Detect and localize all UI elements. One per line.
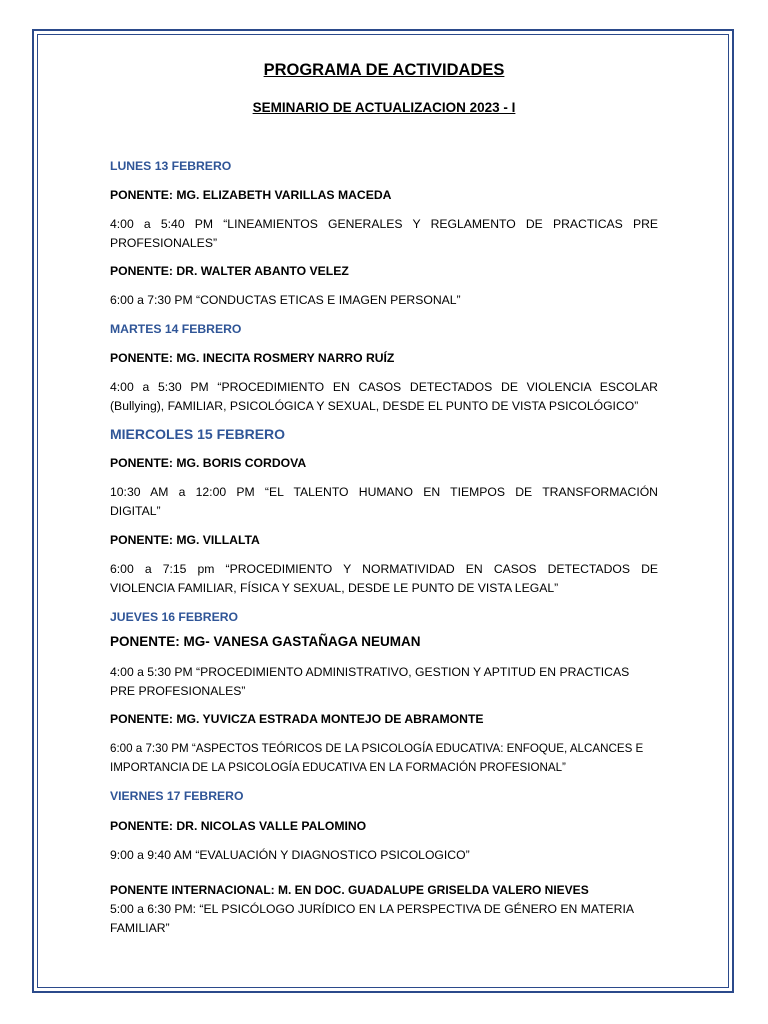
activity-text: 4:00 a 5:30 PM “PROCEDIMIENTO EN CASOS DETECTADOS DE VIOLENCIA ESCOLAR — [110, 380, 658, 394]
day-heading: LUNES 13 FEBRERO — [110, 159, 232, 173]
activity-text: 5:00 a 6:30 PM: “EL PSICÓLOGO JURÍDICO EN LA PERSPECTIVA DE GÉNERO EN MATERIA — [110, 902, 634, 916]
activity-text: 6:00 a 7:15 pm “PROCEDIMIENTO Y NORMATIVIDAD EN CASOS DETECTADOS DE — [110, 562, 658, 576]
activity-text: 10:30 AM a 12:00 PM “EL TALENTO HUMANO EN TIEMPOS DE TRANSFORMACIÓN — [110, 485, 658, 499]
ponente-name: PONENTE: MG. VILLALTA — [110, 533, 260, 547]
day-heading: MARTES 14 FEBRERO — [110, 322, 242, 336]
ponente-name: PONENTE INTERNACIONAL: M. EN DOC. GUADALUPE GRISELDA VALERO NIEVES — [110, 883, 589, 897]
document-title: PROGRAMA DE ACTIVIDADES — [263, 61, 505, 79]
day-heading: JUEVES 16 FEBRERO — [110, 610, 239, 624]
ponente-name: PONENTE: MG. BORIS CORDOVA — [110, 456, 307, 470]
ponente-name: PONENTE: MG. YUVICZA ESTRADA MONTEJO DE ABRAMONTE — [110, 712, 484, 726]
ponente-name: PONENTE: MG- VANESA GASTAÑAGA NEUMAN — [110, 634, 421, 649]
day-heading: MIERCOLES 15 FEBRERO — [110, 426, 286, 442]
activity-text: 9:00 a 9:40 AM “EVALUACIÓN Y DIAGNOSTICO PSICOLOGICO” — [110, 848, 470, 862]
activity-text-cont: IMPORTANCIA DE LA PSICOLOGÍA EDUCATIVA EN LA FORMACIÓN PROFESIONAL” — [110, 761, 566, 774]
activity-text-cont: (Bullying), FAMILIAR, PSICOLÓGICA Y SEXUAL, DESDE EL PUNTO DE VISTA PSICOLÓGICO” — [110, 399, 639, 413]
activity-text: 6:00 a 7:30 PM “CONDUCTAS ETICAS E IMAGEN PERSONAL” — [110, 293, 461, 307]
document-subtitle: SEMINARIO DE ACTUALIZACION 2023 - I — [252, 100, 516, 115]
activity-text-cont: PRE PROFESIONALES” — [110, 684, 246, 698]
activity-text: 4:00 a 5:30 PM “PROCEDIMIENTO ADMINISTRATIVO, GESTION Y APTITUD EN PRACTICAS — [110, 665, 630, 679]
ponente-name: PONENTE: DR. WALTER ABANTO VELEZ — [110, 264, 349, 278]
activity-text: 4:00 a 5:40 PM “LINEAMIENTOS GENERALES Y REGLAMENTO DE PRACTICAS PRE — [110, 217, 658, 231]
activity-text-cont: PROFESIONALES” — [110, 236, 218, 250]
activity-text-cont: DIGITAL” — [110, 504, 161, 518]
day-heading: VIERNES 17 FEBRERO — [110, 789, 244, 803]
ponente-name: PONENTE: MG. INECITA ROSMERY NARRO RUÍZ — [110, 351, 395, 365]
activity-text-cont: VIOLENCIA FAMILIAR, FÍSICA Y SEXUAL, DESDE LE PUNTO DE VISTA LEGAL” — [110, 581, 559, 595]
activity-text: 6:00 a 7:30 PM “ASPECTOS TEÓRICOS DE LA PSICOLOGÍA EDUCATIVA: ENFOQUE, ALCANCES E — [110, 742, 644, 755]
ponente-name: PONENTE: MG. ELIZABETH VARILLAS MACEDA — [110, 188, 392, 202]
activity-text-cont: FAMILIAR” — [110, 921, 170, 935]
ponente-name: PONENTE: DR. NICOLAS VALLE PALOMINO — [110, 819, 367, 833]
